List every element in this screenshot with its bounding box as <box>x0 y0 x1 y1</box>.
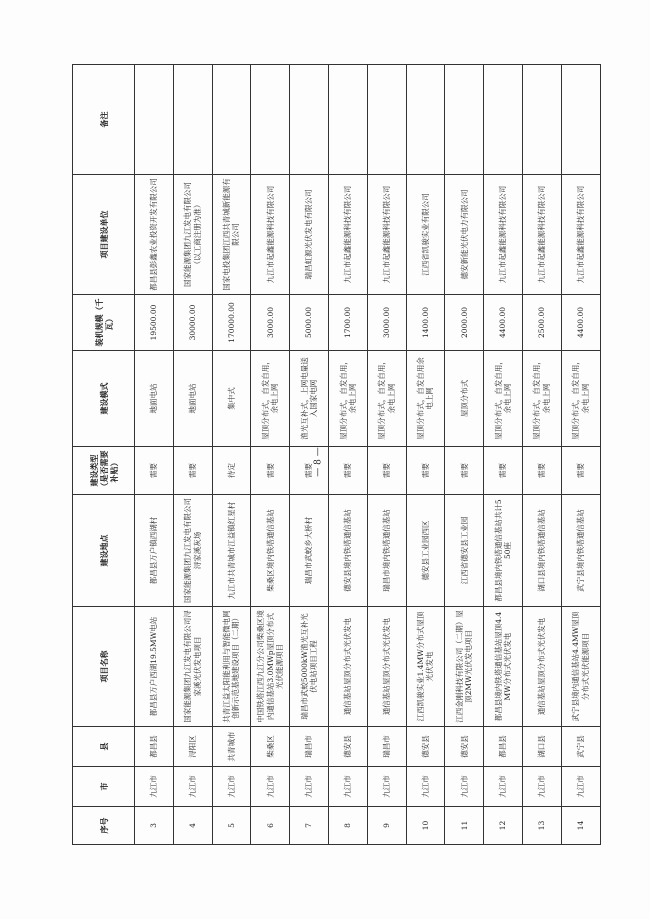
table-cell: 九江市起鑫能源科技有限公司 <box>328 175 367 295</box>
table-cell: 都昌县彭鑫农业投资开发有限公司 <box>135 175 174 295</box>
table-cell <box>367 65 406 175</box>
rotated-table-container <box>72 65 598 845</box>
table-row <box>173 65 212 845</box>
table-cell: 共青江益太阳能利用与智能微电网创新示范基地建设项目（二期） <box>212 607 251 727</box>
table-cell: 德安县 <box>406 727 445 767</box>
table-cell: 3000.00 <box>251 295 290 351</box>
table-cell: 19500.00 <box>135 295 174 351</box>
table-cell: 九江市 <box>522 767 561 807</box>
table-cell: 德安新能光伏电力有限公司 <box>445 175 484 295</box>
table-row <box>328 65 367 845</box>
table-cell: 九江市起鑫能源科技有限公司 <box>522 175 561 295</box>
project-table <box>72 64 601 845</box>
table-cell: 湖口县 <box>522 727 561 767</box>
table-cell: 需要 <box>173 447 212 495</box>
table-cell: 通信基站屋顶分布式光伏发电 <box>328 607 367 727</box>
table-cell: 九江市 <box>173 767 212 807</box>
table-cell: 九江市共青城市江益镇红星村 <box>212 495 251 607</box>
table-cell <box>561 65 600 175</box>
column-header: 县 <box>73 727 135 767</box>
table-cell <box>135 65 174 175</box>
table-cell: 11 <box>445 807 484 845</box>
table-cell: 地面电站 <box>135 351 174 447</box>
table-cell: 都昌县 <box>135 727 174 767</box>
column-header: 项目建设单位 <box>73 175 135 295</box>
table-cell: 12 <box>484 807 523 845</box>
table-cell <box>212 65 251 175</box>
table-cell <box>406 65 445 175</box>
table-row <box>406 65 445 845</box>
table-row <box>251 65 290 845</box>
table-cell: 瑞昌市境内铁塔通信基站 <box>367 495 406 607</box>
table-cell: 德安县境内铁塔通信基站 <box>328 495 367 607</box>
table-cell: 屋顶分布式，自发自用，余电上网 <box>251 351 290 447</box>
table-cell: 屋顶分布式 <box>445 351 484 447</box>
table-cell: 4400.00 <box>561 295 600 351</box>
table-cell: 通信基站屋顶分布式光伏发电 <box>367 607 406 727</box>
table-cell: 德安县 <box>445 727 484 767</box>
column-header: 装机规模（千瓦） <box>73 295 135 351</box>
table-cell: 瑞昌市 <box>290 727 329 767</box>
table-cell: 3 <box>135 807 174 845</box>
table-cell: 九江市 <box>406 767 445 807</box>
table-cell: 需要 <box>522 447 561 495</box>
column-header: 序号 <box>73 807 135 845</box>
table-cell: 6 <box>251 807 290 845</box>
table-cell: 中国铁塔江西九江分公司柴桑区境内通信基站3.0MWp屋顶分布式光伏能源项目 <box>251 607 290 727</box>
table-cell: 1700.00 <box>328 295 367 351</box>
table-cell: 九江市 <box>212 767 251 807</box>
table-cell <box>328 65 367 175</box>
table-cell: 德安县 <box>328 727 367 767</box>
table-cell: 武宁县境内通信基站4.4MW屋顶分布式光伏能源项目 <box>561 607 600 727</box>
table-cell: 需要 <box>251 447 290 495</box>
table-cell: 都昌县万户西湖19.5MW电站 <box>135 607 174 727</box>
table-cell: 都昌县万户镇西湖村 <box>135 495 174 607</box>
table-cell: 2500.00 <box>522 295 561 351</box>
table-cell: 5 <box>212 807 251 845</box>
table-cell: 江西省德安县工业园 <box>445 495 484 607</box>
table-cell: 九江市 <box>135 767 174 807</box>
table-cell: 需要 <box>561 447 600 495</box>
table-cell: 10 <box>406 807 445 845</box>
table-cell: 渔光互补式，上网电量送入国家电网 <box>290 351 329 447</box>
table-cell: 武宁县 <box>561 727 600 767</box>
table-body <box>135 65 601 845</box>
table-cell: 九江市 <box>484 767 523 807</box>
table-cell: 九江市 <box>367 767 406 807</box>
column-header: 建设类型（是否需要补贴） <box>73 447 135 495</box>
table-cell: 国家能源集团九江发电有限公司浔家溪灰场 <box>173 495 212 607</box>
table-cell: 都昌县 <box>484 727 523 767</box>
table-cell: 7 <box>290 807 329 845</box>
table-row <box>135 65 174 845</box>
table-cell: 需要 <box>406 447 445 495</box>
table-cell: 13 <box>522 807 561 845</box>
table-cell: 都昌县境内铁塔通信基站屋顶4.4MW分布式光伏发电 <box>484 607 523 727</box>
table-cell: 2000.00 <box>445 295 484 351</box>
table-cell: 需要 <box>367 447 406 495</box>
table-cell: 需要 <box>135 447 174 495</box>
table-cell: 瑞昌市武蛟5000kW渔光互补光伏电站项目工程 <box>290 607 329 727</box>
table-cell: 14 <box>561 807 600 845</box>
table-row <box>522 65 561 845</box>
table-cell: 4 <box>173 807 212 845</box>
table-cell: 湖口县境内铁塔通信基站 <box>522 495 561 607</box>
table-cell: 九江市起鑫能源科技有限公司 <box>367 175 406 295</box>
table-cell: 柴桑区境内铁塔通信基站 <box>251 495 290 607</box>
table-cell: 5000.00 <box>290 295 329 351</box>
table-cell: 瑞昌虹源光伏发电有限公司 <box>290 175 329 295</box>
table-cell: 瑞昌市 <box>367 727 406 767</box>
table-cell: 集中式 <box>212 351 251 447</box>
table-cell: 九江市 <box>561 767 600 807</box>
table-cell: 屋顶分布式，自发自用，余电上网 <box>367 351 406 447</box>
table-cell: 3000.00 <box>367 295 406 351</box>
table-row <box>212 65 251 845</box>
table-cell <box>484 65 523 175</box>
table-cell: 通信基站屋顶分布式光伏发电 <box>522 607 561 727</box>
table-cell: 屋顶分布式，自发自用，余电上网 <box>484 351 523 447</box>
table-cell <box>445 65 484 175</box>
table-cell: 柴桑区 <box>251 727 290 767</box>
table-cell: 9 <box>367 807 406 845</box>
table-row <box>445 65 484 845</box>
table-cell: 江西金刚科技有限公司（二期）屋顶2MW光伏发电项目 <box>445 607 484 727</box>
table-cell: 德安县工业园西区 <box>406 495 445 607</box>
table-cell: 屋顶分布式，自发自用，余电上网 <box>328 351 367 447</box>
table-cell: 九江市 <box>290 767 329 807</box>
table-row <box>367 65 406 845</box>
table-cell <box>290 65 329 175</box>
table-cell: 170000.00 <box>212 295 251 351</box>
table-cell: 1400.00 <box>406 295 445 351</box>
table-cell: 江西省凯骏实业有限公司 <box>406 175 445 295</box>
table-row <box>484 65 523 845</box>
column-header: 项目名称 <box>73 607 135 727</box>
table-cell: 30000.00 <box>173 295 212 351</box>
table-header-row <box>73 65 135 845</box>
table-cell: 都昌县境内铁塔通信基站共计550座 <box>484 495 523 607</box>
table-cell: 8 <box>328 807 367 845</box>
table-cell: 地面电站 <box>173 351 212 447</box>
table-row <box>561 65 600 845</box>
table-cell: 九江市 <box>445 767 484 807</box>
table-cell: 武宁县境内铁塔通信基站 <box>561 495 600 607</box>
table-cell <box>251 65 290 175</box>
table-cell: 需要 <box>445 447 484 495</box>
table-cell: 九江市起鑫能源科技有限公司 <box>484 175 523 295</box>
table-cell: 瑞昌市武蛟乡大桥村 <box>290 495 329 607</box>
table-cell: 九江市 <box>251 767 290 807</box>
table-cell: 待定 <box>212 447 251 495</box>
table-cell: 九江市起鑫能源科技有限公司 <box>561 175 600 295</box>
column-header: 市 <box>73 767 135 807</box>
table-cell: 屋顶分布式，自发自用，余电上网 <box>522 351 561 447</box>
table-cell: 需要 <box>328 447 367 495</box>
column-header: 备注 <box>73 65 135 175</box>
table-cell: 浔阳区 <box>173 727 212 767</box>
table-cell: 需要 <box>290 447 329 495</box>
table-cell: 国家能源集团九江发电有限公司（以工商注册为准） <box>173 175 212 295</box>
table-cell: 江西凯骏实业1.4MW分布式屋顶光伏发电 <box>406 607 445 727</box>
column-header: 建设模式 <box>73 351 135 447</box>
page-number: — 8 — <box>313 447 324 477</box>
table-cell: 屋顶分布式，自发自用，余电上网 <box>561 351 600 447</box>
table-cell: 九江市 <box>328 767 367 807</box>
table-cell: 共青城市 <box>212 727 251 767</box>
table-cell: 国家电投集团江西共青城新能源有限公司 <box>212 175 251 295</box>
table-cell: 需要 <box>484 447 523 495</box>
table-cell: 九江市起鑫能源科技有限公司 <box>251 175 290 295</box>
table-cell: 4400.00 <box>484 295 523 351</box>
table-cell <box>173 65 212 175</box>
table-cell: 国家能源集团九江发电有限公司浔家溪光伏发电项目 <box>173 607 212 727</box>
table-cell <box>522 65 561 175</box>
column-header: 建设地点 <box>73 495 135 607</box>
table-cell: 屋顶分布式，自发自用余电上网 <box>406 351 445 447</box>
